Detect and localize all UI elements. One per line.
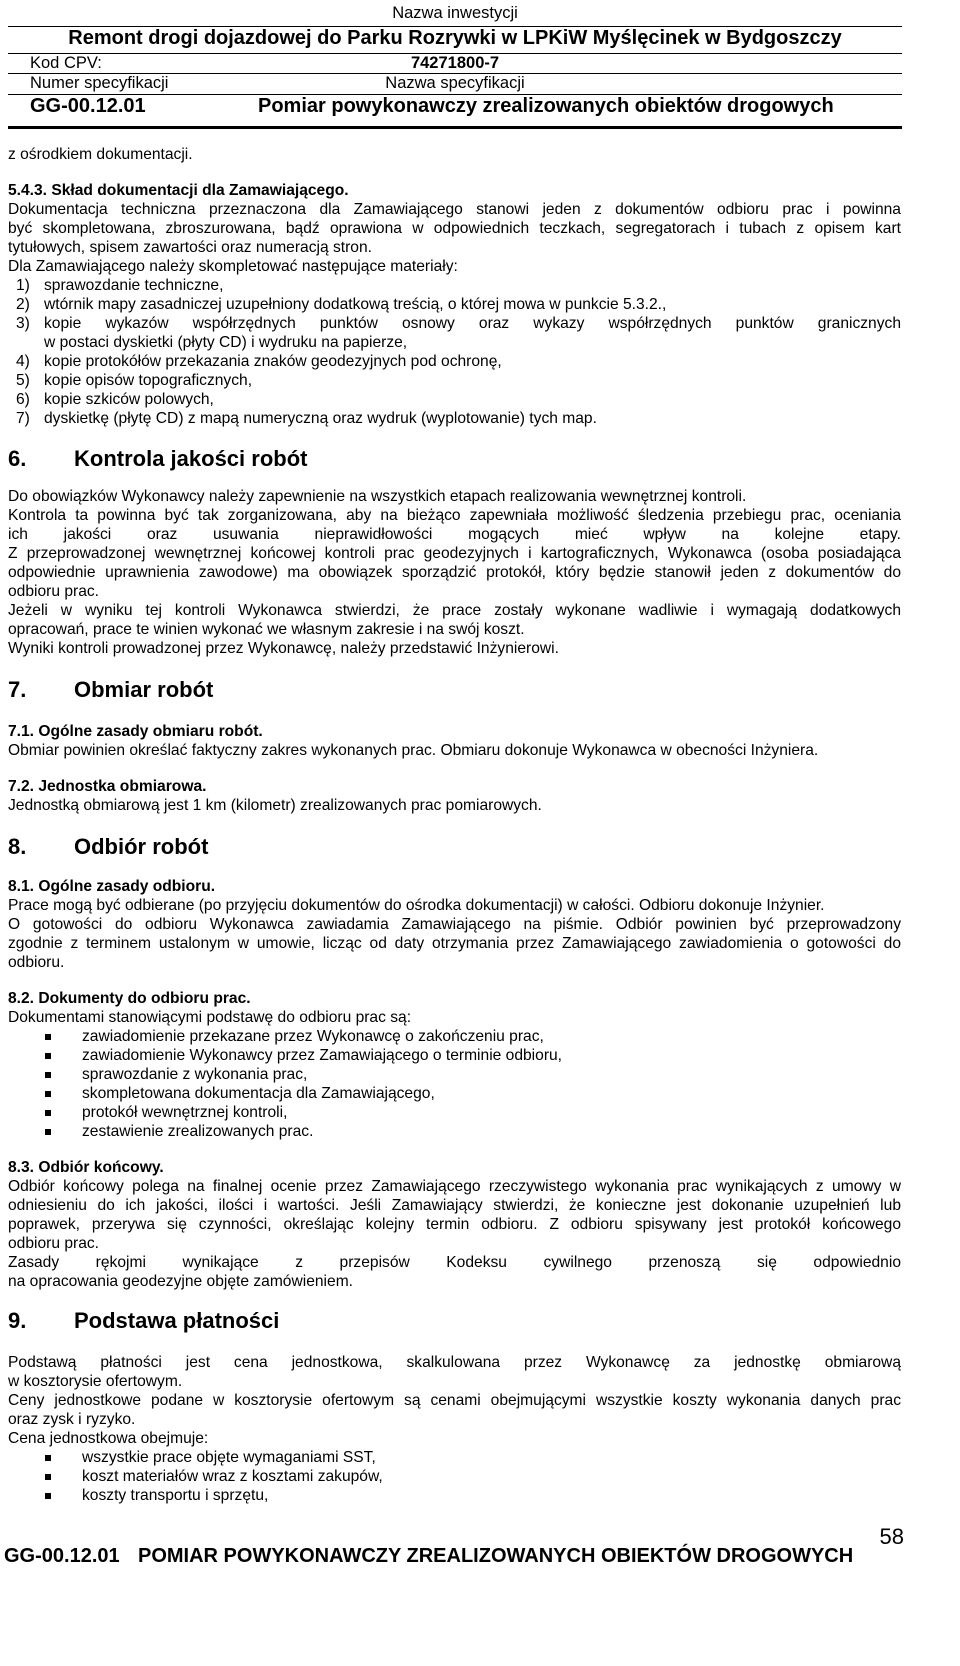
paragraph-line: O gotowości do odbioru Wykonawca zawiadamia Zamawiającego na piśmie. Odbiór powinien być przeprowadzony: [8, 916, 901, 933]
section-6-heading: 6. Kontrola jakości robót: [8, 446, 308, 471]
paragraph-line: w kosztorysie ofertowym.: [8, 1373, 183, 1390]
paragraph-line: Zasady rękojmi wynikające z przepisów Kodeksu cywilnego przenoszą się odpowiednio: [8, 1254, 901, 1271]
spec-number-label: Numer specyfikacji: [30, 74, 169, 92]
paragraph-line: Jednostką obmiarową jest 1 km (kilometr) zrealizowanych prac pomiarowych.: [8, 797, 542, 814]
section-8-2-heading: 8.2. Dokumenty do odbioru prac.: [8, 990, 251, 1007]
cpv-value: 74271800-7: [410, 54, 500, 72]
page-number: 58: [879, 1524, 904, 1549]
section-8-1-heading: 8.1. Ogólne zasady odbioru.: [8, 878, 216, 895]
section-7-heading: 7. Obmiar robót: [8, 677, 214, 702]
paragraph-line: Kontrola ta powinna być tak zorganizowana, aby na bieżąco zapewniała możliwość śledzenia przebiegu prac, oceniania: [8, 507, 901, 524]
section-8-heading: 8. Odbiór robót: [8, 834, 209, 859]
paragraph-line: oraz zysk i ryzyko.: [8, 1411, 136, 1428]
paragraph-line: Odbiór końcowy polega na finalnej ocenie przez Zamawiającego rzeczywistego wykonania prac wynikających z umowy w: [8, 1178, 901, 1195]
spec-number: GG-00.12.01: [30, 95, 146, 117]
paragraph-line: odniesieniu do ich jakości, ilości i wartości. Jeśli Zamawiający stwierdzi, że konieczne jest dokonanie uzupełnień lub: [8, 1197, 901, 1214]
paragraph-line: Jeżeli w wyniku tej kontroli Wykonawca stwierdzi, że prace zostały wykonane wadliwie i wymagają dodatkowych: [8, 602, 901, 619]
spec-name-label: Nazwa specyfikacji: [385, 74, 525, 92]
paragraph-line: być skompletowana, zbroszurowana, bądź oprawiona w odpowiednich teczkach, segregatorach i tubach z opisem kart: [8, 220, 901, 237]
section-8-3-heading: 8.3. Odbiór końcowy.: [8, 1159, 164, 1176]
paragraph-line: odpowiednie uprawnienia zawodowe) ma obowiązek sporządzić protokół, który będzie stanowił jeden z dokumentów do: [8, 564, 901, 581]
paragraph-line: odbioru.: [8, 954, 65, 971]
paragraph-line: opracowań, prace te winien wykonać we własnym zakresie i na swój koszt.: [8, 621, 525, 638]
paragraph-line: Cena jednostkowa obejmuje:: [8, 1430, 209, 1447]
paragraph-line: Dokumentami stanowiącymi podstawę do odbioru prac są:: [8, 1009, 412, 1026]
paragraph-line: Wyniki kontroli prowadzonej przez Wykonawcę, należy przedstawić Inżynierowi.: [8, 640, 559, 657]
footer-spec-code: GG-00.12.01: [4, 1545, 120, 1567]
section-7-2-heading: 7.2. Jednostka obmiarowa.: [8, 778, 207, 795]
paragraph-line: Prace mogą być odbierane (po przyjęciu dokumentów do ośrodka dokumentacji) w całości. Odbioru dokonuje Inżynier.: [8, 897, 825, 914]
paragraph-line: Do obowiązków Wykonawcy należy zapewnienie na wszystkich etapach realizowania wewnętrznej kontroli.: [8, 488, 747, 505]
investment-label: Nazwa inwestycji: [392, 4, 518, 22]
paragraph-line: Obmiar powinien określać faktyczny zakres wykonanych prac. Obmiaru dokonuje Wykonawca w obecności Inżyniera.: [8, 742, 819, 759]
paragraph-line: odbioru prac.: [8, 583, 100, 600]
paragraph-line: zgodnie z terminem ustalonym w umowie, licząc od daty otrzymania przez Zamawiającego zawiadomienia o gotowości do: [8, 935, 901, 952]
paragraph-line: Dla Zamawiającego należy skompletować następujące materiały:: [8, 258, 458, 275]
paragraph-line: poprawek, przerywa się czynności, określając kolejny termin odbioru. Z odbioru spisywany jest protokół końcowego: [8, 1216, 901, 1233]
section-9-heading: 9. Podstawa płatności: [8, 1308, 280, 1333]
section-5-4-3-heading: 5.4.3. Skład dokumentacji dla Zamawiającego.: [8, 182, 349, 199]
document-page: Nazwa inwestycji Remont drogi dojazdowej do Parku Rozrywki w LPKiW Myślęcinek w Bydgoszczy Kod CPV: 74271800-7 Numer specyfikacji Nazwa specyfikacji GG-00.12.01 Pomiar powykonawczy zrealizowanych obiektów drogowych z ośrodkiem dokumentacji. 5.4.3. Skład dokumentacji dla Zamawiającego. Dokumentacja techniczna przeznaczona dla Zamawiającego stanowi jeden z dokumentów odbioru prac i powinna być skompletowana, zbroszurowana, bądź oprawiona w odpowiednich teczkach, segregatorach i tubach z opisem kart tytułowych, spisem zawartości oraz numeracją stron. Dla Zamawiającego należy skompletować następujące materiały: 1) sprawozdanie techniczne, 2) wtórnik mapy zasadniczej uzupełniony dodatkową treścią, o której mowa w punkcie 5.3.2., 3) kopie wykazów współrzędnych punktów osnowy oraz wykazy współrzędnych punktów granicznych w postaci dyskietki (płyty CD) i wydruku na papierze, 4) kopie protokółów przekazania znaków geodezyjnych pod ochronę, 5) kopie opisów topograficznych, 6) kopie szkiców polowych, 7) dyskietkę (płytę CD) z mapą numeryczną oraz wydruk (wyplotowanie) tych map. 6. Kontrola jakości robót Do obowiązków Wykonawcy należy zapewnienie na wszystkich etapach realizowania wewnętrznej kontroli. Kontrola ta powinna być tak zorganizowana, aby na bieżąco zapewniała możliwość śledzenia przebiegu prac, oceniania ich jakości oraz usuwania nieprawidłowości mogących mieć wpływ na kolejne etapy. Z przeprowadzonej wewnętrznej końcowej kontroli prac geodezyjnych i kartograficznych, Wykonawca (osoba posiadająca odpowiednie uprawnienia zawodowe) ma obowiązek sporządzić protokół, który będzie stanowił jeden z dokumentów do odbioru prac. Jeżeli w wyniku tej kontroli Wykonawca stwierdzi, że prace zostały wykonane wadliwie i wymagają dodatkowych opracowań, prace te winien wykonać we własnym zakresie i na swój koszt. Wyniki kontroli prowadzonej przez Wykonawcę, należy przedstawić Inżynierowi. 7. Obmiar robót 7.1. Ogólne zasady obmiaru robót. Obmiar powinien określać faktyczny zakres wykonanych prac. Obmiaru dokonuje Wykonawca w obecności Inżyniera. 7.2. Jednostka obmiarowa. Jednostką obmiarową jest 1 km (kilometr) zrealizowanych prac pomiarowych. 8. Odbiór robót 8.1. Ogólne zasady odbioru. Prace mogą być odbierane (po przyjęciu dokumentów do ośrodka dokumentacji) w całości. Odbioru dokonuje Inżynier. O gotowości do odbioru Wykonawca zawiadamia Zamawiającego na piśmie. Odbiór powinien być przeprowadzony zgodnie z terminem ustalonym w umowie, licząc od daty otrzymania przez Zamawiającego zawiadomienia o gotowości do odbioru. 8.2. Dokumenty do odbioru prac. Dokumentami stanowiącymi podstawę do odbioru prac są: zawiadomienie przekazane przez Wykonawcę o zakończeniu prac, zawiadomienie Wykonawcy przez Zamawiającego o terminie odbioru, sprawozdanie z wykonania prac, skompletowana dokumentacja dla Zamawiającego, protokół wewnętrznej kontroli, zestawienie zrealizowanych prac. 8.3. Odbiór końcowy. Odbiór końcowy polega na finalnej ocenie przez Zamawiającego rzeczywistego wykonania prac wynikających z umowy w odniesieniu do ich jakości, ilości i wartości. Jeśli Zamawiający stwierdzi, że konieczne jest dokonanie uzupełnień lub poprawek, przerywa się czynności, określając kolejny termin odbioru. Z odbioru spisywany jest protokół końcowego odbioru prac. Zasady rękojmi wynikające z przepisów Kodeksu cywilnego przenoszą się odpowiednio na opracowania geodezyjne objęte zamówieniem. 9. Podstawa płatności Podstawą płatności jest cena jednostkowa, skalkulowana przez Wykonawcę za jednostkę obmiarową w kosztorysie ofertowym. Ceny jednostkowe podane w kosztorysie ofertowym są cenami obejmującymi wszystkie koszty wykonania danych prac oraz zysk i ryzyko. Cena jednostkowa obejmuje: wszystkie prace objęte wymaganiami SST, koszt materiałów wraz z kosztami zakupów, koszty transportu i sprzętu, 58 GG-00.12.01 POMIAR POWYKONAWCZY ZREALIZOWANYCH OBIEKTÓW DROGOWYCH: [4, 4, 904, 1567]
section-7-1-heading: 7.1. Ogólne zasady obmiaru robót.: [8, 723, 263, 740]
paragraph-line: tytułowych, spisem zawartości oraz numeracją stron.: [8, 239, 372, 256]
paragraph-line: Podstawą płatności jest cena jednostkowa, skalkulowana przez Wykonawcę za jednostkę obmiarową: [8, 1354, 901, 1371]
investment-name: Remont drogi dojazdowej do Parku Rozrywki w LPKiW Myślęcinek w Bydgoszczy: [68, 27, 842, 49]
paragraph-line: ich jakości oraz usuwania nieprawidłowości mogących mieć wpływ na kolejne etapy.: [8, 526, 901, 543]
paragraph-line: Ceny jednostkowe podane w kosztorysie ofertowym są cenami obejmującymi wszystkie koszty wykonania danych prac: [8, 1392, 901, 1409]
footer-spec-name: POMIAR POWYKONAWCZY ZREALIZOWANYCH OBIEKTÓW DROGOWYCH: [138, 1545, 854, 1567]
cpv-label: Kod CPV:: [30, 54, 102, 72]
paragraph-line: Z przeprowadzonej wewnętrznej końcowej kontroli prac geodezyjnych i kartograficznych, Wykonawca (osoba posiadająca: [8, 545, 901, 562]
spec-header: [8, 2, 902, 128]
paragraph-line: na opracowania geodezyjne objęte zamówieniem.: [8, 1273, 354, 1290]
spec-name: Pomiar powykonawczy zrealizowanych obiektów drogowych: [258, 95, 834, 117]
paragraph-line: odbioru prac.: [8, 1235, 100, 1252]
paragraph-line: Dokumentacja techniczna przeznaczona dla Zamawiającego stanowi jeden z dokumentów odbioru prac i powinna: [8, 201, 901, 218]
intro-line: z ośrodkiem dokumentacji.: [8, 146, 193, 163]
